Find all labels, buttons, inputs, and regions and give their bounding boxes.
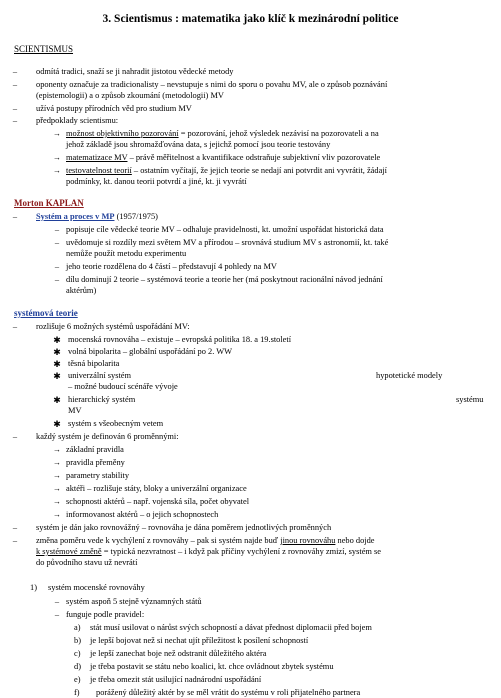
list-item-cont: nemůže použít metodu experimentu: [66, 249, 187, 258]
dash-bullet: –: [54, 262, 60, 271]
dash-bullet: –: [12, 432, 18, 441]
variable-item: informovanost aktérů – o jejich schopnostech: [66, 510, 219, 519]
arrow-icon: →: [53, 497, 61, 506]
list-item: odmítá tradici, snaží se ji nahradit jistotou vědecké metody: [36, 67, 234, 76]
rule-marker: a): [74, 623, 81, 632]
aside-note: systému: [456, 395, 484, 404]
dash-bullet: –: [54, 225, 60, 234]
arrow-icon: →: [53, 153, 61, 162]
heading-system-theory: systémová teorie: [14, 308, 78, 318]
dash-bullet: –: [54, 275, 60, 284]
list-item-cont: do původního stavu už nevrátí: [36, 558, 138, 567]
dash-bullet: –: [12, 80, 18, 89]
rule-marker: d): [74, 662, 81, 671]
arrow-icon: →: [53, 166, 61, 175]
sub-item-cont: jehož základě jsou shromažďována data, s jejichž pomocí jsou teorie testovány: [66, 140, 331, 149]
dash-bullet: –: [12, 116, 18, 125]
variable-item: schopnosti aktérů – např. vojenská síla, počet obyvatel: [66, 497, 250, 506]
system-item-cont: – možné budoucí scénáře vývoje: [68, 382, 178, 391]
rule-marker: e): [74, 675, 81, 684]
arrow-icon: →: [53, 510, 61, 519]
arrow-icon: →: [53, 129, 61, 138]
variable-item: aktéři – rozlišuje státy, bloky a univerzální organizace: [66, 484, 247, 493]
dash-bullet: –: [54, 610, 60, 619]
page-title: 3. Scientismus : matematika jako klíč k mezinárodní politice: [102, 13, 399, 25]
list-item: jeho teorie rozdělena do 4 částí – představují 4 pohledy na MV: [66, 262, 277, 271]
dash-bullet: –: [12, 536, 18, 545]
star-icon: ✱: [53, 335, 61, 345]
system-item: systém s všeobecným vetem: [68, 419, 164, 428]
system-item: volná bipolarita – globální uspořádání po 2. WW: [68, 347, 233, 356]
list-item: uvědomuje si rozdíly mezi světem MV a přírodou – srovnává studium MV s astronomií, kt. také: [66, 238, 389, 247]
arrow-icon: →: [53, 458, 61, 467]
sub-item: testovatelnost teorií – ostatním vyčítají, že jejich teorie se nedají ani potvrdit ani vyvrátit, žádají: [66, 166, 387, 175]
list-item: užívá postupy přírodních věd pro studium MV: [36, 104, 192, 113]
sub-item: možnost objektivního pozorování = pozorování, jehož výsledek nezávisí na pozorovateli a na: [66, 129, 379, 138]
aside-note: hypotetické modely: [376, 371, 443, 380]
rule-marker: f): [74, 688, 80, 697]
arrow-icon: →: [53, 471, 61, 480]
rule-marker: c): [74, 649, 81, 658]
list-item-cont: aktérům): [66, 286, 97, 295]
system-item-cont: MV: [68, 406, 82, 415]
star-icon: ✱: [53, 359, 61, 369]
rule-item: je lepší bojovat než si nechat ujít příležitost k posílení schopností: [90, 636, 309, 645]
system-item: těsná bipolarita: [68, 359, 120, 368]
list-item: rozlišuje 6 možných systémů uspořádání MV:: [36, 322, 190, 331]
rule-item: stát musí usilovat o nárůst svých schopností a dávat přednost diplomacii před bojem: [90, 623, 372, 632]
subsection-heading: systém mocenské rovnováhy: [48, 583, 145, 592]
dash-bullet: –: [54, 238, 60, 247]
list-item: předpoklady scientismu:: [36, 116, 119, 125]
variable-item: parametry stability: [66, 471, 130, 480]
dash-bullet: –: [12, 67, 18, 76]
dash-bullet: –: [12, 104, 18, 113]
rule-item: je lepší zanechat boje než odstranit důležitého aktéra: [90, 649, 267, 658]
list-item: systém je dán jako rovnovážný – rovnováha je dána poměrem jednotlivých proměnných: [36, 523, 332, 532]
dash-bullet: –: [12, 322, 18, 331]
dash-bullet: –: [54, 597, 60, 606]
variable-item: základní pravidla: [66, 445, 124, 454]
heading-kaplan: Morton KAPLAN: [14, 198, 84, 208]
arrow-icon: →: [53, 445, 61, 454]
list-item-cont: k systémové změně = typická nezvratnost – i když pak příčiny vychýlení z rovnováhy zmizí, systém se: [36, 547, 381, 556]
list-item: změna poměru vede k vychýlení z rovnováhy – pak si systém najde buď jinou rovnováhu nebo dojde: [36, 536, 375, 545]
rule-item: porážený důležitý aktér by se měl vrátit do systému v roli přijatelného partnera: [96, 688, 361, 697]
system-item: hierarchický systém: [68, 395, 136, 404]
list-item: systém aspoň 5 stejně významných států: [66, 597, 202, 606]
list-item: dílu dominují 2 teorie – systémová teorie a teorie her (má poskytnout racionální návod jednání: [66, 275, 383, 284]
star-icon: ✱: [53, 347, 61, 357]
heading-scientismus: SCIENTISMUS: [14, 44, 74, 54]
system-item: univerzální systém: [68, 371, 132, 380]
arrow-icon: →: [53, 484, 61, 493]
star-icon: ✱: [53, 419, 61, 429]
system-item: mocenská rovnováha – existuje – evropská politika 18. a 19.století: [68, 335, 292, 344]
list-item: oponenty označuje za tradicionalisty – nevstupuje s nimi do sporu o povahu MV, ale o způsob poznávání: [36, 80, 388, 89]
rule-marker: b): [74, 636, 81, 645]
variable-item: pravidla přeměny: [66, 458, 125, 467]
star-icon: ✱: [53, 371, 61, 381]
dash-bullet: –: [12, 523, 18, 532]
list-item: každý systém je definován 6 proměnnými:: [36, 432, 179, 441]
sub-item-cont: podmínky, kt. danou teorii potvrdí a jiné, kt. ji vyvrátí: [66, 177, 247, 186]
numbered-marker: 1): [30, 583, 37, 592]
list-item-cont: (epistemologii) a o způsob zkoumání (metodologii) MV: [36, 91, 224, 100]
rule-item: je třeba postavit se státu nebo koalici, kt. chce ovládnout zbytek systému: [90, 662, 334, 671]
list-item: popisuje cíle vědecké teorie MV – odhaluje pravidelnosti, kt. umožní uspořádat historická data: [66, 225, 384, 234]
star-icon: ✱: [53, 395, 61, 405]
sub-item: matematizace MV – právě měřitelnost a kvantifikace odstraňuje subjektivní vliv pozorovatele: [66, 153, 381, 162]
dash-bullet: –: [12, 212, 18, 221]
list-item: funguje podle pravidel:: [66, 610, 145, 619]
rule-item: je třeba omezit stát usilující nadnárodní uspořádání: [90, 675, 262, 684]
kaplan-work: Systém a proces v MP (1957/1975): [36, 212, 158, 221]
